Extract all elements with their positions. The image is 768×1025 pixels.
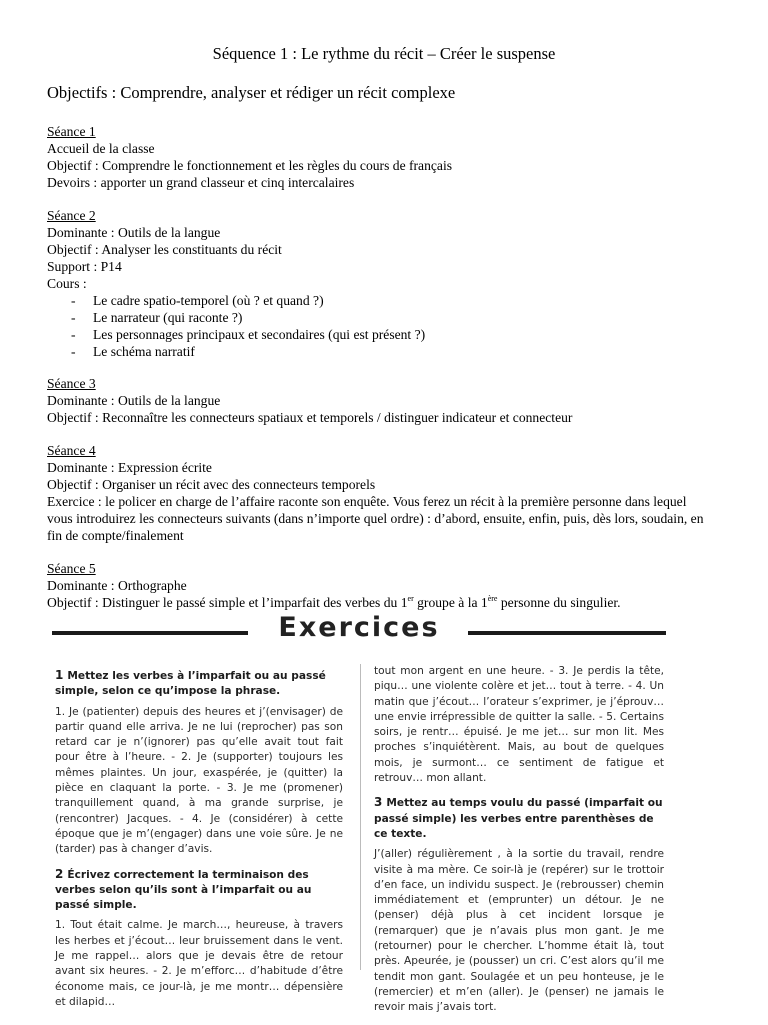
session-line: Dominante : Orthographe (47, 578, 187, 593)
session-line: Dominante : Expression écrite (47, 460, 212, 475)
session-line: Objectif : Reconnaître les connecteurs spatiaux et temporels / distinguer indicateur et connecteur (47, 410, 573, 425)
session-line: Devoirs : apporter un grand classeur et cinq intercalaires (47, 175, 355, 190)
column-divider (360, 664, 361, 970)
list-item: - Le narrateur (qui raconte ?) (71, 310, 243, 325)
session-heading: Séance 1 (47, 124, 96, 139)
session-4 (47, 442, 727, 544)
session-2 (47, 207, 727, 360)
exercises-title: Exercices (278, 612, 440, 643)
exercises-header (52, 612, 666, 652)
exercise-3-prompt: 3 Mettez au temps voulu du passé (imparfait ou passé simple) les verbes entre parenthèses de ce texte. (374, 795, 663, 840)
list-item: - Le cadre spatio-temporel (où ? et quand ?) (71, 293, 324, 308)
objectives: Objectifs : Comprendre, analyser et rédiger un récit complexe (47, 83, 456, 102)
exercise-1-prompt: 1 Mettez les verbes à l’imparfait ou au passé simple, selon ce qu’impose la phrase. (55, 668, 326, 698)
exercise-instructions: Exercice : le policer en charge de l’affaire raconte son enquête. Vous ferez un récit à la première personne dans lequel vous introduirez les connecteurs suivants (dans n’importe quel ordre) : d’abord, ensuite, enfin, puis, dès lors, soudain, en fin de compte/finalement (47, 494, 704, 543)
session-line: Dominante : Outils de la langue (47, 393, 221, 408)
header-rule-right (468, 631, 666, 635)
course-list (47, 292, 727, 360)
session-heading: Séance 2 (47, 208, 96, 223)
session-line: Objectif : Organiser un récit avec des connecteurs temporels (47, 477, 376, 492)
session-line: Accueil de la classe (47, 141, 155, 156)
session-1 (47, 123, 727, 191)
session-5 (47, 560, 727, 611)
exercise-2-text-continued: tout mon argent en une heure. - 3. Je perdis la tête, piqu… une violente colère et jet… tout à terre. - 4. Un matin que j’écout… l’orateur s’exprimer, je j’éprouv… une envie irrépressible de quitter la salle. - 5. Certains soirs, je rentr… épuisé. Je me jet… sur mon lit. Mes proches s’inquiétèrent. Mais, au bout de quelques mois, je surmont… ce sentiment de fatigue et retrouv… mon allant. (374, 665, 664, 785)
session-heading: Séance 4 (47, 443, 96, 458)
session-line: Objectif : Analyser les constituants du récit (47, 242, 282, 257)
exercises-column-left (55, 668, 343, 1019)
exercise-2-prompt: 2 Écrivez correctement la terminaison des verbes selon qu’ils sont à l’imparfait ou au passé simple. (55, 866, 312, 912)
exercise-2-text: 1. Tout était calme. Je march…, heureuse, à travers les herbes et j’écout… leur bruissement dans le vent. Je me rappel… alors que je devais être de retour avant six heures. - 2. Je m’efforc… d’habitude d’être économe mais, ce jour-là, je me montr… dépensière et dilapid… (55, 919, 343, 1008)
session-objective: Objectif : Distinguer le passé simple et l’imparfait des verbes du 1er groupe à la 1ère personne du singulier. (47, 594, 621, 610)
exercises-column-right (374, 664, 664, 1025)
session-heading: Séance 5 (47, 561, 96, 576)
session-line: Dominante : Outils de la langue (47, 225, 221, 240)
session-line: Cours : (47, 276, 87, 291)
list-item: - Le schéma narratif (71, 344, 195, 359)
page-title: Séquence 1 : Le rythme du récit – Créer le suspense (212, 44, 556, 63)
exercise-1-text: 1. Je (patienter) depuis des heures et j’(envisager) de partir quand elle arriva. Je ne lui (reprocher) pas son retard car je n’(ignorer) pas qu’elle avait tout fait pour être à l’heure. - 2. Je (supporter) toujours les mêmes plaintes. Un jour, exaspérée, je (quitter) la pièce en claquant la porte. - 3. Je me (promener) tranquillement quand, à ma grande surprise, je (rencontrer) Jacques. - 4. Je (considérer) à cette époque que je m’(engager) dans une voie sûre. Je ne (tarder) pas à changer d’avis. (55, 705, 343, 856)
session-line: Support : P14 (47, 259, 122, 274)
list-item: - Les personnages principaux et secondaires (qui est présent ?) (71, 327, 426, 342)
session-heading: Séance 3 (47, 376, 96, 391)
exercise-3-text: J’(aller) régulièrement , à la sortie du travail, rendre visite à ma mère. Ce soir-là je (repérer) sur le trottoir d’en face, un individu suspect. Je (rebrousser) chemin immédiatement et (emprunter) un détour. Je ne (penser) déjà plus à cet incident lorsque je (remarquer) que je n’avais plus mon gant. Je me (retourner) pour le chercher. L’homme était là, tout près. Apeurée, je (pousser) un cri. C’est alors qu’il me tendit mon gant. Soulagée et un peu honteuse, je le (remercier) et m’en (aller). Je (penser) ne jamais le revoir mais j’avais tort. (374, 848, 664, 1014)
session-3 (47, 375, 727, 426)
session-line: Objectif : Comprendre le fonctionnement et les règles du cours de français (47, 158, 453, 173)
